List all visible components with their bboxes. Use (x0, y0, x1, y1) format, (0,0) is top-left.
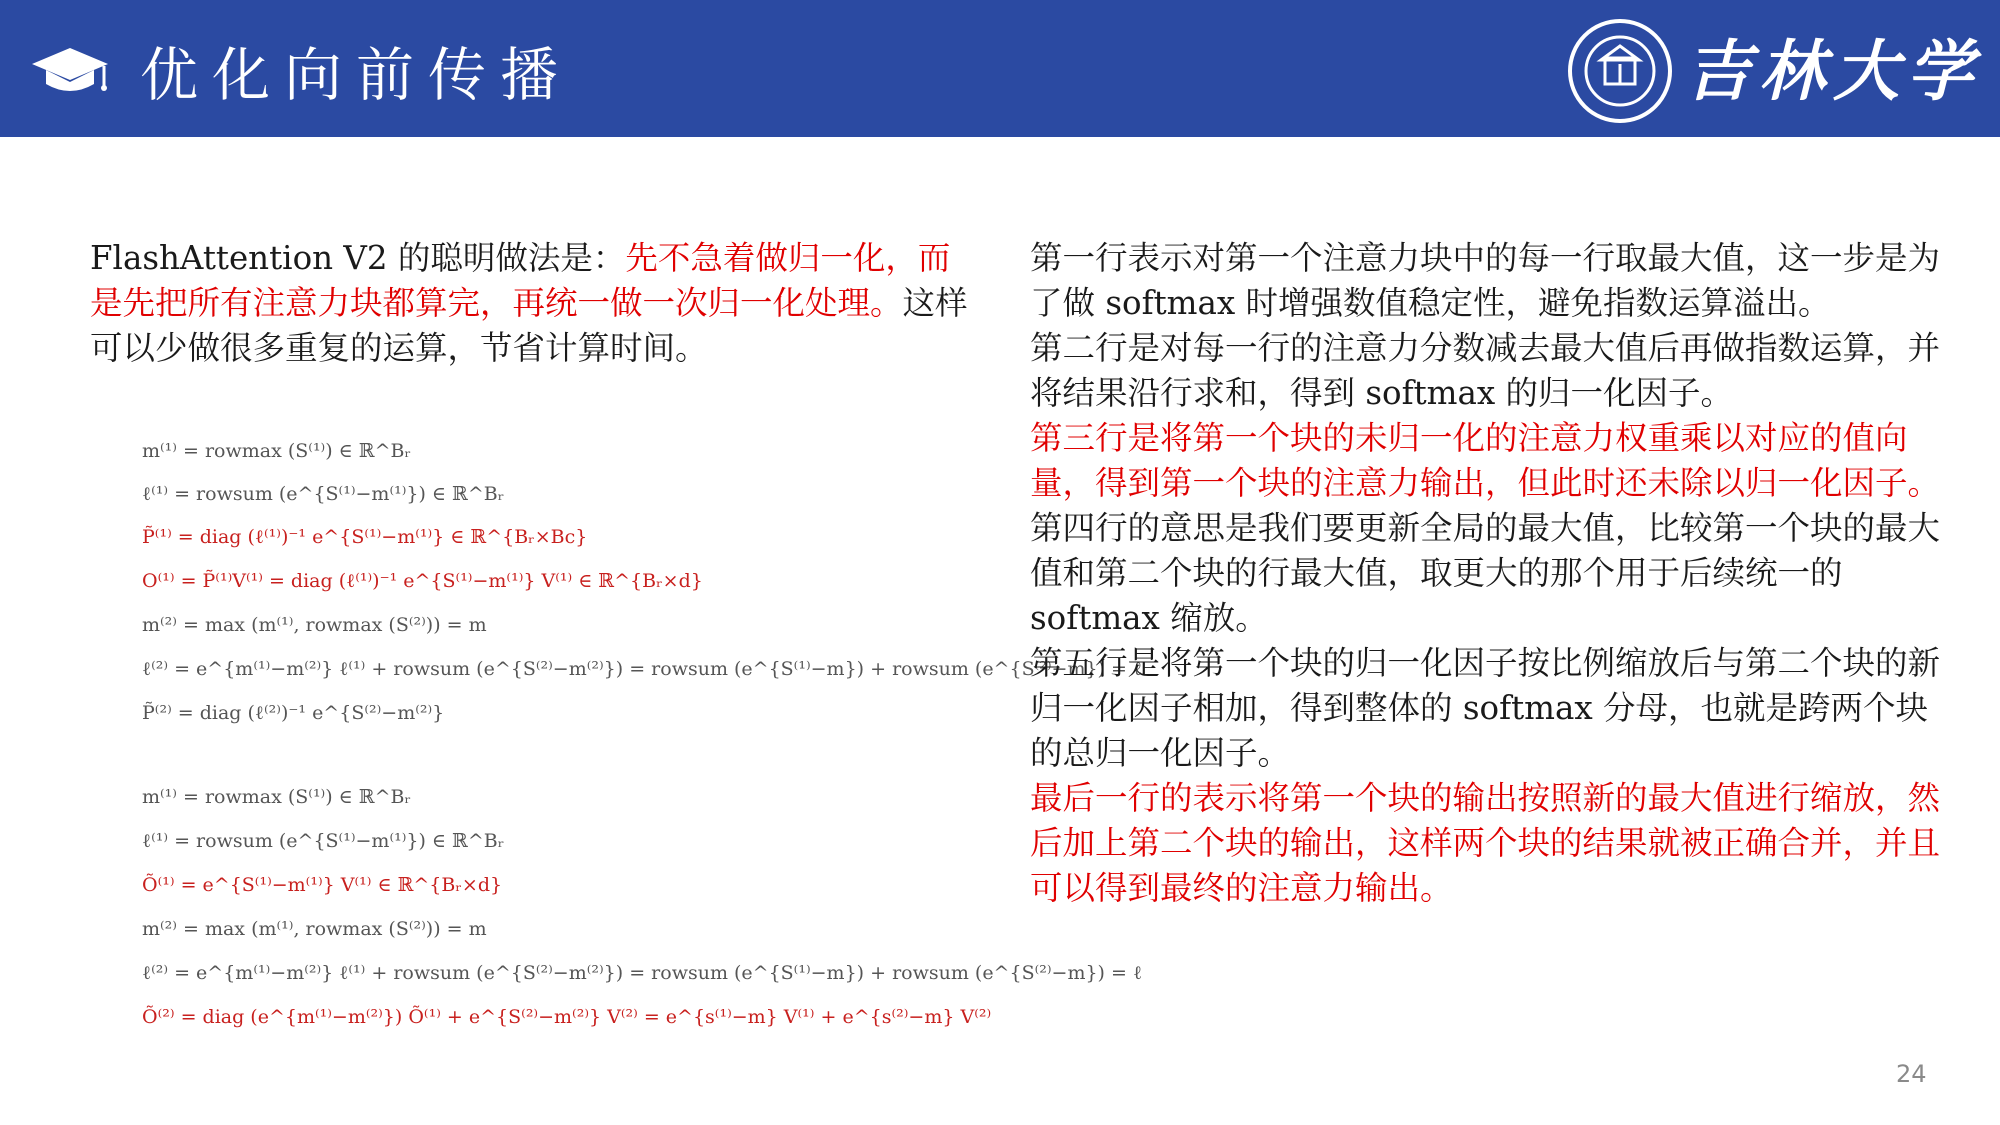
university-logo-text: 吉林大学 (1685, 32, 1981, 110)
university-logo (1565, 16, 1981, 126)
intro-paragraph (90, 236, 970, 371)
intro-text: FlashAttention V2 的聪明做法是： (90, 239, 626, 277)
explanation-text (1030, 236, 1940, 911)
formula-line: P̃⁽¹⁾ = diag (ℓ⁽¹⁾)⁻¹ e^{S⁽¹⁾−m⁽¹⁾} ∈ ℝ^{Bᵣ×Bc} (142, 526, 588, 548)
explanation-line-4: 第四行的意思是我们要更新全局的最大值，比较第一个块的最大值和第二个块的行最大值，取更大的那个用于后续统一的 softmax 缩放。 (1030, 509, 1941, 637)
formula-line: m⁽¹⁾ = rowmax (S⁽¹⁾) ∈ ℝ^Bᵣ (142, 786, 412, 808)
explanation-line-6: 最后一行的表示将第一个块的输出按照新的最大值进行缩放，然后加上第二个块的输出，这样两个块的结果就被正确合并，并且可以得到最终的注意力输出。 (1030, 779, 1941, 907)
formula-line: P̃⁽²⁾ = diag (ℓ⁽²⁾)⁻¹ e^{S⁽²⁾−m⁽²⁾} (142, 702, 445, 724)
intro-tail: 这样可以少做很多重复的运算，节省计算时间。 (90, 284, 968, 367)
formula-image (130, 430, 1143, 1030)
graduation-cap-icon (30, 46, 110, 96)
university-seal-icon (1565, 16, 1675, 126)
header-bar (0, 0, 2000, 137)
formula-line: Õ⁽¹⁾ = e^{S⁽¹⁾−m⁽¹⁾} V⁽¹⁾ ∈ ℝ^{Bᵣ×d} (142, 874, 503, 896)
formula-line: ℓ⁽²⁾ = e^{m⁽¹⁾−m⁽²⁾} ℓ⁽¹⁾ + rowsum (e^{S⁽²⁾−m⁽²⁾}) = rowsum (e^{S⁽¹⁾−m}) + rowsum (e^{S⁽²⁾−m}) = ℓ (142, 962, 1143, 984)
formula-line: m⁽¹⁾ = rowmax (S⁽¹⁾) ∈ ℝ^Bᵣ (142, 440, 412, 462)
explanation-line-1: 第一行表示对第一个注意力块中的每一行取最大值，这一步是为了做 softmax 时增强数值稳定性，避免指数运算溢出。 (1030, 239, 1941, 322)
formula-line: Õ⁽²⁾ = diag (e^{m⁽¹⁾−m⁽²⁾}) Õ⁽¹⁾ + e^{S⁽²⁾−m⁽²⁾} V⁽²⁾ = e^{s⁽¹⁾−m} V⁽¹⁾ + e^{s⁽²⁾−m} V⁽²⁾ (142, 1006, 992, 1028)
formula-line: ℓ⁽¹⁾ = rowsum (e^{S⁽¹⁾−m⁽¹⁾}) ∈ ℝ^Bᵣ (142, 483, 505, 505)
formula-line: ℓ⁽²⁾ = e^{m⁽¹⁾−m⁽²⁾} ℓ⁽¹⁾ + rowsum (e^{S⁽²⁾−m⁽²⁾}) = rowsum (e^{S⁽¹⁾−m}) + rowsum (e^{S⁽²⁾−m}) = ℓ (142, 658, 1143, 680)
explanation-line-3: 第三行是将第一个块的未归一化的注意力权重乘以对应的值向量，得到第一个块的注意力输出，但此时还未除以归一化因子。 (1030, 419, 1941, 502)
explanation-line-5: 第五行是将第一个块的归一化因子按比例缩放后与第二个块的新归一化因子相加，得到整体的 softmax 分母，也就是跨两个块的总归一化因子。 (1030, 644, 1941, 772)
formula-line: O⁽¹⁾ = P̃⁽¹⁾V⁽¹⁾ = diag (ℓ⁽¹⁾)⁻¹ e^{S⁽¹⁾−m⁽¹⁾} V⁽¹⁾ ∈ ℝ^{Bᵣ×d} (142, 570, 703, 592)
formula-line: ℓ⁽¹⁾ = rowsum (e^{S⁽¹⁾−m⁽¹⁾}) ∈ ℝ^Bᵣ (142, 830, 505, 852)
page-number: 24 (1896, 1060, 1927, 1088)
explanation-line-2: 第二行是对每一行的注意力分数减去最大值后再做指数运算，并将结果沿行求和，得到 softmax 的归一化因子。 (1030, 329, 1941, 412)
slide-title: 优化向前传播 (140, 41, 573, 109)
formula-line: m⁽²⁾ = max (m⁽¹⁾, rowmax (S⁽²⁾)) = m (142, 614, 487, 636)
formula-line: m⁽²⁾ = max (m⁽¹⁾, rowmax (S⁽²⁾)) = m (142, 918, 487, 940)
intro-highlight: 先不急着做归一化，而是先把所有注意力块都算完，再统一做一次归一化处理。 (90, 239, 951, 322)
